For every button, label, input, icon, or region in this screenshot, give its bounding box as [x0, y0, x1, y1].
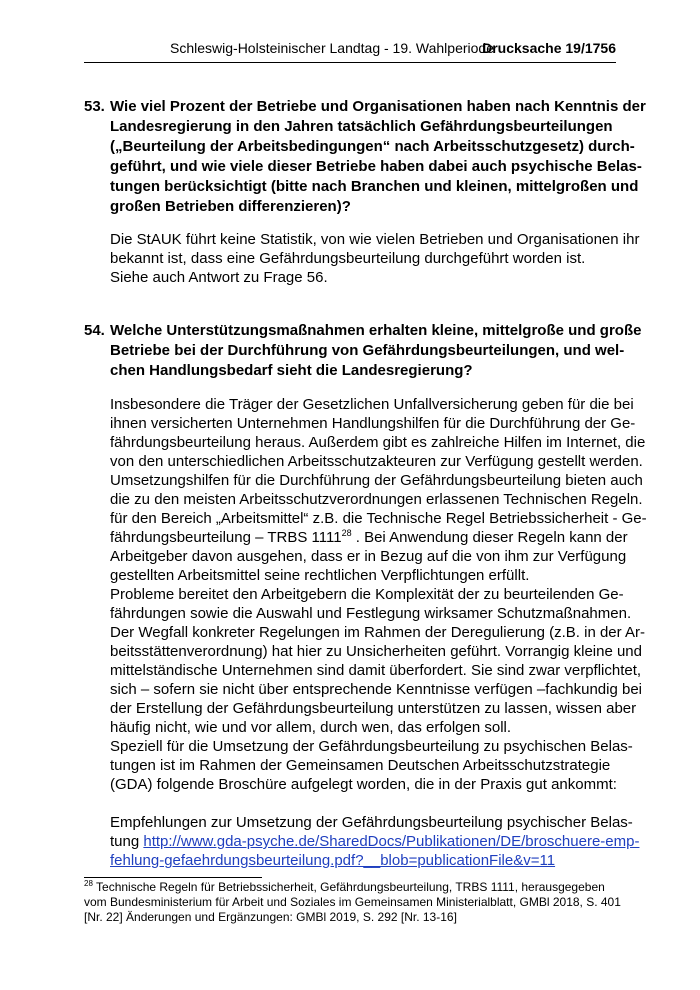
footnote-28: $^{28}$ Technische Regeln für Betriebssicherheit, Gefährdungsbeurteilung, TRBS 1111, herausgegeben vom Bundesministerium für Arbeit und Soziales im Gemeinsamen Ministerialblatt, GMBl 2018, S. 401 [Nr. 22] Änderungen und Ergänzungen: GMBl 2019, S. 292 [Nr. 13-16]	[84, 879, 621, 924]
question-text: Wie viel Prozent der Betriebe und Organisationen haben nach Kenntnis der Landesregierung in den Jahren tatsächlich Gefährdungsbeurteilungen („Beurteilung der Arbeitsbedingungen“ nach Arbeitsschutzgesetz) durch- geführt, und wie viele dieser Betriebe haben dabei auch psychische Belas- tungen berücksichtigt (bitte nach Branchen und kleinen, mittelgroßen und großen Betrieben differenzieren)?	[110, 98, 646, 215]
footnote-divider	[84, 877, 262, 878]
question-number: 54.	[84, 322, 105, 339]
question-number: 53.	[84, 98, 105, 115]
answer-53: Die StAUK führt keine Statistik, von wie vielen Betrieben und Organisationen ihr bekannt ist, dass eine Gefährdungsbeurteilung durchgeführt worden ist. Siehe auch Antwort zu Frage 56.	[110, 231, 640, 286]
trbs-line: fährdungsbeurteilung – TRBS 1111$^{28}$ . Bei Anwendung dieser Regeln kann der	[110, 528, 628, 546]
brochure-link[interactable]: http://www.gda-psyche.de/SharedDocs/Publikationen/DE/broschuere-emp-	[143, 833, 640, 850]
footnote-reference[interactable]: 28	[341, 528, 352, 538]
answer-54: Insbesondere die Träger der Gesetzlichen Unfallversicherung geben für die bei ihnen versicherten Unternehmen Handlungshilfen für die Durchführung der Ge- fährdungsbeurteilung heraus. Außerdem gibt es zahlreiche Hilfen im Internet, die von den unterschiedlichen Arbeitsschutzakteuren zur Verfügung gestellt werden. Umsetzungshilfen für die Durchführung der Gefährdungsbeurteilung bieten auch die zu den meisten Arbeitsschutzverordnungen erlassenen Technischen Regeln. für den Bereich „Arbeitsmittel“ z.B. die Technische Regel Betriebssicherheit - Ge- fährdungsbeurteilung – TRBS 1111$^{28}$ . Bei Anwendung dieser Regeln kann der Arbeitgeber davon ausgehen, dass er in Bezug auf die von ihm zur Verfügung gestellten Arbeitsmittel seine rechtlichen Verpflichtungen erfüllt. Probleme bereitet den Arbeitgebern die Komplexität der zu beurteilenden Ge- fährdungen sowie die Auswahl und Festlegung wirksamer Schutzmaßnahmen. Der Wegfall konkreter Regelungen im Rahmen der Deregulierung (z.B. in der Ar- beitsstättenverordnung) hat hier zu Unsicherheiten geführt. Vorrangig kleine und mittelständische Unternehmen sind damit überfordert. Sie sind zwar verpflichtet, sich – sofern sie nicht über entsprechende Kenntnisse verfügen –fachkundig bei der Erstellung der Gefährdungsbeurteilung unterstützen zu lassen, wissen aber häufig nicht, wie und vor allem, durch wen, das erfolgen soll. Speziell für die Umsetzung der Gefährdungsbeurteilung zu psychischen Belas- tungen ist im Rahmen der Gemeinsamen Deutschen Arbeitsschutzstrategie (GDA) folgende Broschüre aufgelegt worden, die in der Praxis gut ankommt: Empfehlungen zur Umsetzung der Gefährdungsbeurteilung psychischer Belas- tung http://www.gda-psyche.de/SharedDocs/Publikationen/DE/broschuere-emp- fehlung-gefaehrdungsbeurteilung.pdf?__blob=publicationFile&v=11	[110, 396, 647, 869]
question-text: Welche Unterstützungsmaßnahmen erhalten kleine, mittelgroße und große Betriebe bei der Durchführung von Gefährdungsbeurteilungen, und wel- chen Handlungsbedarf sieht die Landesregierung?	[110, 322, 642, 379]
page-header	[84, 40, 616, 62]
footnote-number: 28	[84, 879, 93, 888]
recommendation-link-line: tung http://www.gda-psyche.de/SharedDocs/Publikationen/DE/broschuere-emp-	[110, 833, 640, 850]
header-divider	[84, 62, 616, 63]
brochure-link-continued[interactable]: fehlung-gefaehrdungsbeurteilung.pdf?__blob=publicationFile&v=11	[110, 852, 556, 869]
document-number: Drucksache 19/1756	[482, 40, 616, 56]
header-title: Schleswig-Holsteinischer Landtag - 19. Wahlperiode	[170, 40, 494, 56]
